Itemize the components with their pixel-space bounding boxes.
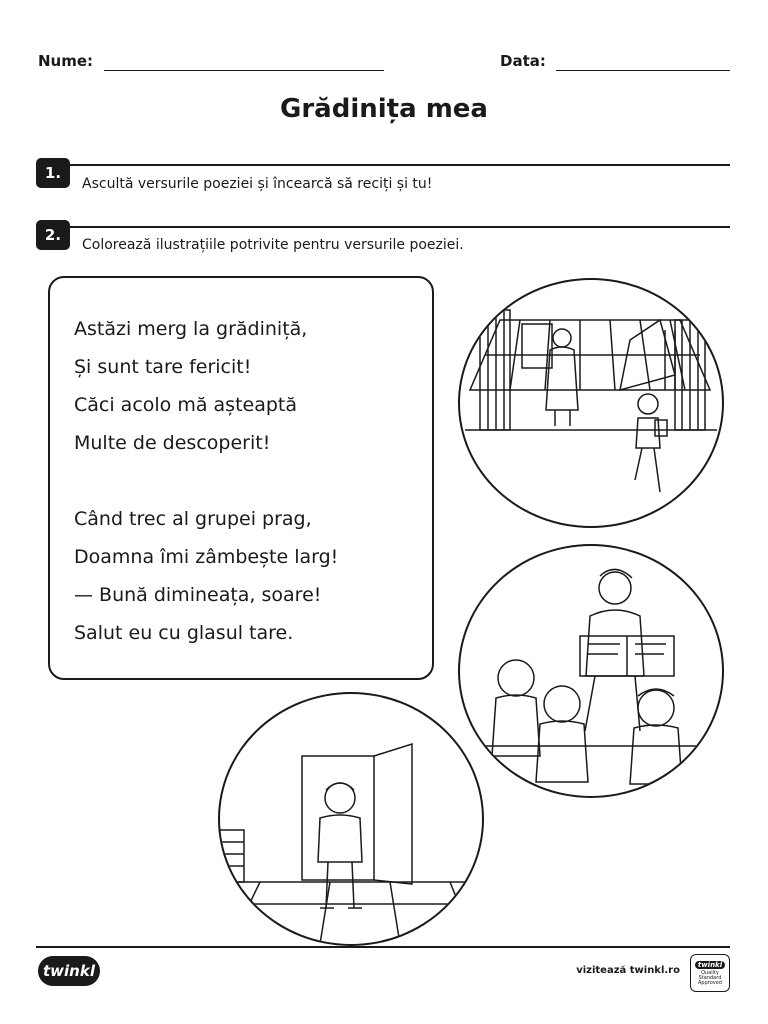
step-1-rule (70, 164, 730, 166)
story-reading-scene-icon[interactable] (458, 544, 724, 798)
quality-standard-badge-icon (690, 954, 730, 992)
quality-badge-logo: twinkl (695, 961, 725, 969)
poem-line: Salut eu cu glasul tare. (74, 622, 294, 644)
poem-line: Astăzi merg la grădiniță, (74, 318, 308, 340)
page-title: Grădinița mea (280, 94, 488, 124)
name-field-line[interactable] (104, 70, 384, 71)
step-2-rule (70, 226, 730, 228)
poem-line: Doamna îmi zâmbește larg! (74, 546, 339, 568)
name-label: Nume: (38, 52, 94, 70)
step-1-instruction: Ascultă versurile poeziei și încearcă să reciți și tu! (82, 176, 433, 192)
quality-badge-caption: Quality Standard Approved (698, 969, 722, 986)
date-field-line[interactable] (556, 70, 730, 71)
poem-line: Multe de descoperit! (74, 432, 271, 454)
poem-line: — Bună dimineața, soare! (74, 584, 322, 606)
poem-line: Și sunt tare fericit! (74, 356, 252, 378)
twinkl-logo: twinkl (38, 956, 100, 986)
date-label: Data: (500, 52, 546, 70)
step-2-instruction: Colorează ilustrațiile potrivite pentru versurile poeziei. (82, 237, 464, 253)
footer-rule (36, 946, 730, 948)
step-2-badge: 2. (36, 220, 70, 250)
poem-line: Când trec al grupei prag, (74, 508, 312, 530)
visit-website-text: vizitează twinkl.ro (576, 965, 680, 976)
step-1-badge: 1. (36, 158, 70, 188)
classroom-playground-scene-icon[interactable] (458, 278, 724, 528)
boy-at-doorway-scene-icon[interactable] (218, 692, 484, 946)
poem-line: Căci acolo mă așteaptă (74, 394, 297, 416)
